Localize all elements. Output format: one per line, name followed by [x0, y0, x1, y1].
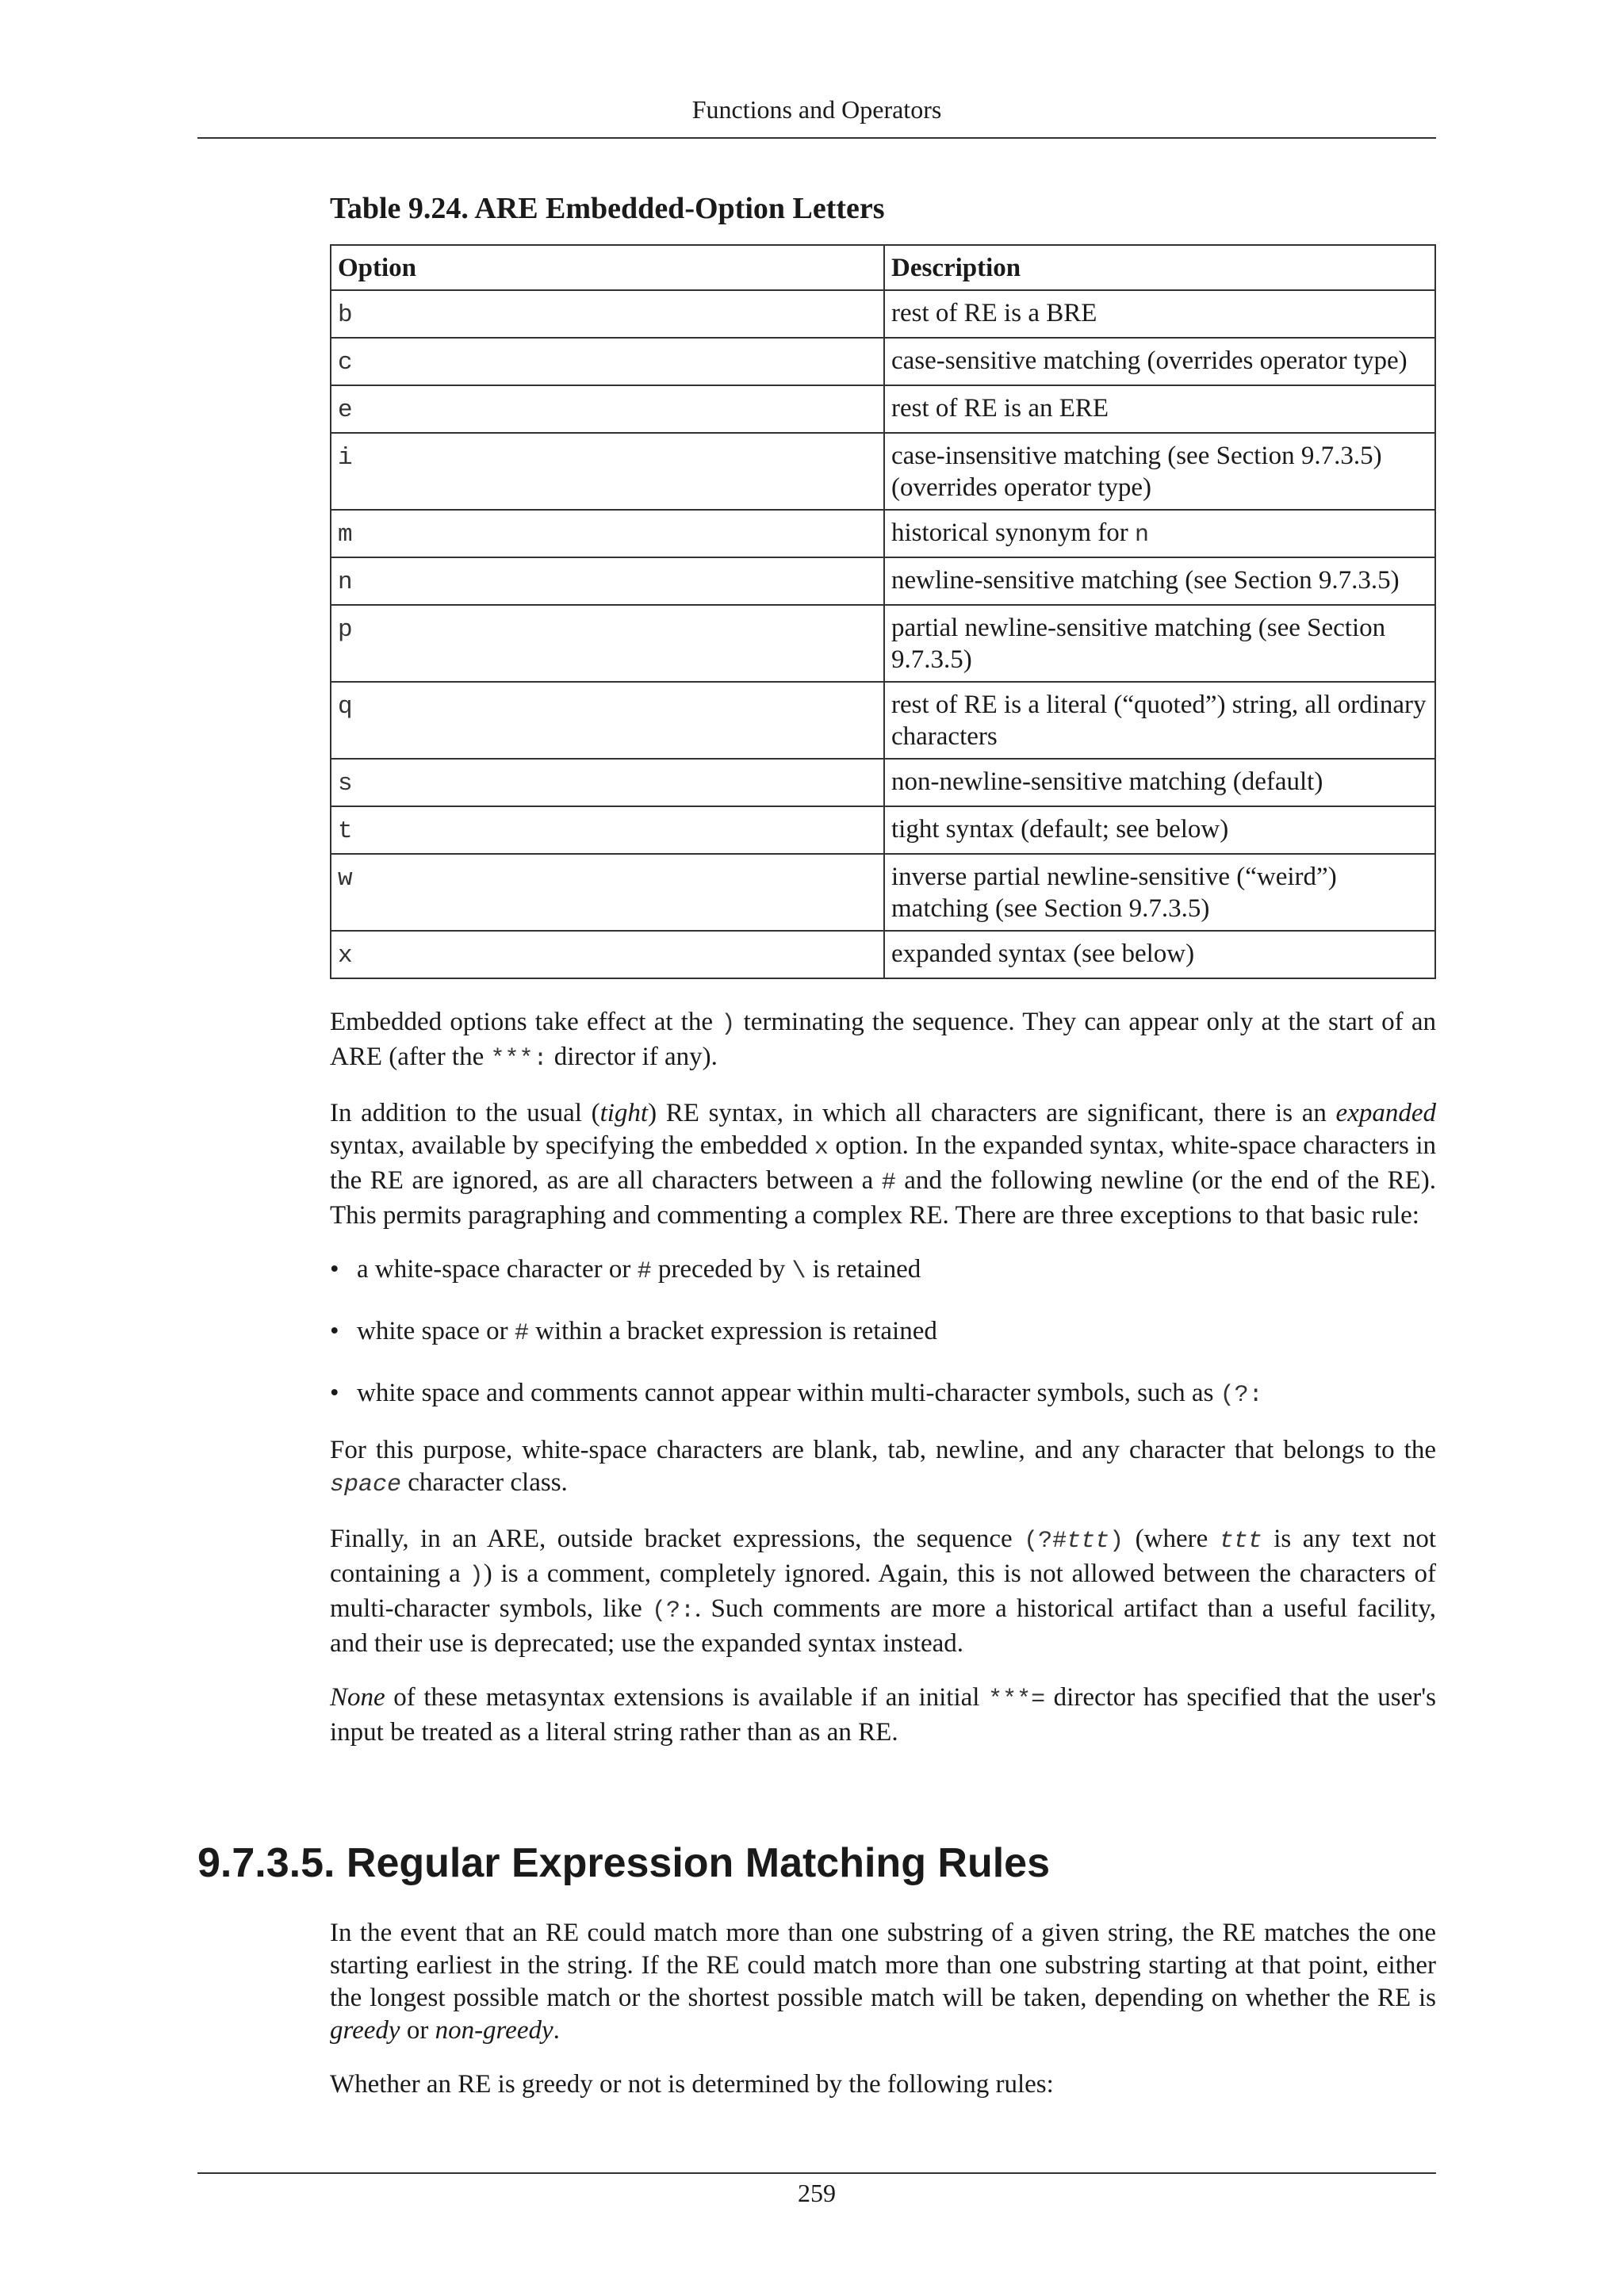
inline-code: (?:	[651, 1598, 695, 1624]
inline-code: ttt	[1219, 1528, 1262, 1555]
description-text: tight syntax (default; see below)	[891, 815, 1229, 844]
option-letter: n	[338, 568, 353, 596]
emphasis-text: tight	[599, 1099, 649, 1127]
inline-code: ***:	[490, 1046, 548, 1073]
option-letter: b	[338, 301, 353, 329]
description-cell	[884, 433, 1435, 510]
text-run: .	[553, 2016, 560, 2045]
table-row	[331, 338, 1435, 385]
option-cell	[331, 682, 884, 759]
inline-code: )	[1109, 1528, 1124, 1555]
inline-code: #	[881, 1169, 896, 1196]
table-row	[331, 433, 1435, 510]
emphasis-text: greedy	[330, 2016, 400, 2045]
option-cell	[331, 806, 884, 854]
text-run: character class.	[401, 1468, 568, 1497]
text-run: and the following newline (or the end of the RE). This permits paragraphing and commenting a complex RE. There are three exceptions to that basic rule:	[330, 1166, 1436, 1230]
text-run: white space and comments cannot appear within multi-character symbols, such as	[357, 1379, 1220, 1407]
paragraph-matching	[330, 1917, 1436, 2047]
option-letter: c	[338, 349, 353, 377]
list-item-text	[357, 1255, 921, 1284]
text-run: option. In the expanded syntax, white-space characters in the RE are ignored, as are all characters between a	[330, 1131, 1436, 1195]
description-cell	[884, 806, 1435, 854]
inline-code: ttt	[1067, 1528, 1110, 1555]
description-text: partial newline-sensitive matching (see Section 9.7.3.5)	[891, 614, 1386, 674]
table-row	[331, 510, 1435, 557]
header-rule	[197, 137, 1436, 139]
option-cell	[331, 510, 884, 557]
text-run: Whether an RE is greedy or not is determined by the following rules:	[330, 2070, 1054, 2099]
paragraph-metasyntax	[330, 1682, 1436, 1749]
column-header-option: Option	[331, 245, 884, 290]
inline-code: \	[791, 1258, 806, 1285]
embedded-options-table	[330, 244, 1436, 979]
option-letter: p	[338, 616, 353, 644]
text-run: is any text not containing a	[330, 1525, 1436, 1588]
description-code: n	[1135, 522, 1150, 549]
option-letter: m	[338, 521, 353, 549]
table-header-row	[331, 245, 1435, 290]
option-letter: i	[338, 444, 353, 472]
inline-code: (?#	[1024, 1528, 1067, 1555]
paragraph-expanded-syntax	[330, 1097, 1436, 1232]
text-run: terminating the sequence. They can appear only at the start of an ARE (after the	[330, 1008, 1436, 1071]
inline-code: space	[330, 1471, 402, 1498]
table-row	[331, 759, 1435, 806]
list-item: • a white-space character or # preceded by \ is retained	[330, 1255, 921, 1285]
inline-code: )	[721, 1011, 736, 1038]
description-text: inverse partial newline-sensitive (“weird”) matching (see Section 9.7.3.5)	[891, 863, 1337, 923]
text-run: is retained	[806, 1255, 921, 1284]
section-heading: 9.7.3.5. Regular Expression Matching Rules	[197, 1840, 1051, 1886]
text-run: a white-space character or	[357, 1255, 638, 1284]
description-cell	[884, 931, 1435, 978]
description-cell	[884, 682, 1435, 759]
text-run: director has specified that the user's input be treated as a literal string rather than as an RE.	[330, 1683, 1437, 1747]
inline-code: #	[514, 1320, 529, 1347]
table-row	[331, 385, 1435, 433]
description-cell	[884, 759, 1435, 806]
paragraph-greedy-rules	[330, 2068, 1436, 2101]
paragraph-comments	[330, 1523, 1436, 1660]
description-cell	[884, 557, 1435, 605]
inline-code: #	[637, 1258, 652, 1285]
text-run: In addition to the usual (	[330, 1099, 600, 1127]
list-item: • white space or # within a bracket expression is retained	[330, 1317, 937, 1347]
column-header-description: Description	[884, 245, 1435, 290]
text-run: director if any).	[547, 1043, 718, 1071]
table-row	[331, 605, 1435, 682]
footer-rule	[197, 2172, 1436, 2174]
description-text: case-sensitive matching (overrides operator type)	[891, 346, 1408, 375]
text-run: In the event that an RE could match more than one substring of a given string, the RE matches the one starting earliest in the string. If the RE could match more than one substring starting at that point, either the longest possible match or the shortest possible match will be taken, depending on whether the RE is	[330, 1919, 1436, 2012]
table-row	[331, 854, 1435, 931]
list-item: • white space and comments cannot appear within multi-character symbols, such as (?:	[330, 1379, 1263, 1409]
description-cell	[884, 605, 1435, 682]
text-run: ) RE syntax, in which all characters are significant, there is an	[648, 1099, 1336, 1127]
option-letter: x	[338, 942, 353, 970]
description-text: expanded syntax (see below)	[891, 939, 1195, 968]
description-text: non-newline-sensitive matching (default)	[891, 767, 1323, 796]
text-run: (where	[1124, 1525, 1220, 1553]
table-title: Table 9.24. ARE Embedded-Option Letters	[330, 192, 885, 225]
text-run: For this purpose, white-space characters are blank, tab, newline, and any character that belongs to the	[330, 1436, 1436, 1464]
option-letter: s	[338, 770, 353, 798]
main-content	[330, 189, 1436, 1770]
description-text: case-insensitive matching (see Section 9.7.3.5) (overrides operator type)	[891, 442, 1382, 502]
option-letter: e	[338, 396, 353, 424]
emphasis-text: expanded	[1335, 1099, 1436, 1127]
description-cell	[884, 338, 1435, 385]
table-row	[331, 931, 1435, 978]
option-cell	[331, 338, 884, 385]
option-cell	[331, 290, 884, 338]
option-cell	[331, 433, 884, 510]
description-cell	[884, 510, 1435, 557]
table-row	[331, 557, 1435, 605]
text-run: of these metasyntax extensions is available if an initial	[385, 1683, 989, 1712]
inline-code: )	[469, 1563, 484, 1590]
paragraph-white-space	[330, 1434, 1436, 1502]
page-number: 259	[798, 2179, 836, 2207]
running-header: Functions and Operators	[691, 95, 942, 124]
description-text: rest of RE is a literal (“quoted”) string, all ordinary characters	[891, 691, 1427, 751]
table-row	[331, 682, 1435, 759]
text-run: Embedded options take effect at the	[330, 1008, 722, 1036]
option-cell	[331, 931, 884, 978]
text-run: . Such comments are more a historical artifact than a useful facility, and their use is deprecated; use the expanded syntax instead.	[330, 1594, 1436, 1658]
text-run: syntax, available by specifying the embedded	[330, 1131, 814, 1160]
description-text: rest of RE is a BRE	[891, 299, 1097, 327]
text-run: within a bracket expression is retained	[528, 1317, 937, 1345]
emphasis-text: non-greedy	[435, 2016, 553, 2045]
text-run: or	[400, 2016, 435, 2045]
option-cell	[331, 854, 884, 931]
description-text: historical synonym for	[891, 519, 1128, 547]
description-text: rest of RE is an ERE	[891, 394, 1109, 423]
option-letter: w	[338, 865, 353, 893]
option-letter: t	[338, 817, 353, 845]
option-cell	[331, 385, 884, 433]
option-cell	[331, 605, 884, 682]
inline-code: ***=	[988, 1686, 1046, 1713]
paragraph-embedded-options	[330, 1006, 1436, 1076]
list-item-text	[357, 1379, 1263, 1407]
table-body	[331, 290, 1435, 978]
option-letter: q	[338, 693, 353, 721]
description-cell	[884, 854, 1435, 931]
exceptions-list	[330, 1253, 1436, 1412]
description-text: newline-sensitive matching (see Section 9.7.3.5)	[891, 566, 1400, 595]
text-run: preceded by	[651, 1255, 792, 1284]
text-run: Finally, in an ARE, outside bracket expressions, the sequence	[330, 1525, 1025, 1553]
inline-code: (?:	[1220, 1382, 1263, 1409]
section-content	[330, 1917, 1436, 2122]
list-item-text	[357, 1317, 937, 1345]
emphasis-text: None	[330, 1683, 385, 1712]
description-cell	[884, 290, 1435, 338]
table-row	[331, 806, 1435, 854]
description-cell	[884, 385, 1435, 433]
option-cell	[331, 557, 884, 605]
text-run: white space or	[357, 1317, 515, 1345]
option-cell	[331, 759, 884, 806]
text-run: ) is a comment, completely ignored. Again, this is not allowed between the characters of multi-character symbols, like	[330, 1559, 1436, 1623]
inline-code: x	[814, 1135, 829, 1161]
table-row	[331, 290, 1435, 338]
